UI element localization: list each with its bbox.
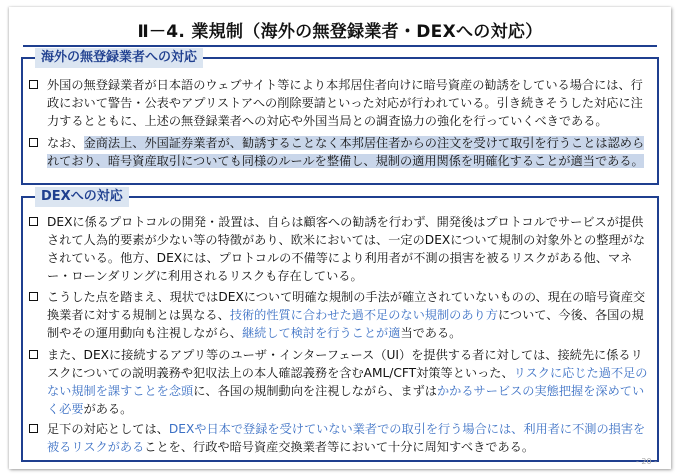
list-item xyxy=(23,288,651,342)
list-item xyxy=(23,76,651,130)
emphasis-text: リスクに応じた過不足のない規制を課すことを念頭 xyxy=(47,366,648,398)
item-text: ことを、行政や暗号資産交換業者等において十分に周知すべき xyxy=(144,440,486,454)
emphasis-text: DEXや日本で登録を受けていない業者での取引を行う場合には、利用者に不測の損害を被るリスクがある xyxy=(47,422,646,454)
highlighted-text: 金商法上、外国証券業者が、勧誘することなく本邦居住者からの注文を受けて取引を行うことは認められており、暗号資産取引についても同様のルールを整備し、規制の適用関係を明確化することが適当である。 xyxy=(47,136,645,168)
item-text-prefix: なお、 xyxy=(47,136,84,150)
item-text: こうした点を踏まえ、現状ではDEXについて明確な規制の手法が確立されていないものの、現在の暗号資産交換業者に対する規制とは異なる、 xyxy=(47,290,646,322)
page-title: Ⅱ－4. 業規制（海外の無登録業者・DEXへの対応） xyxy=(137,22,543,42)
item-text: である。 xyxy=(485,440,535,454)
emphasis-text: かかるサービスの実態把握を深めていく必要 xyxy=(47,384,645,416)
item-text: DEXに係るプロトコルの開発・設置は、自らは顧客への勧誘を行わず、開発後はプロトコルでサービスが提供されて人為的要素が少ない等の特徴があり、欧米においては、一定のDEXについて規制の対象外との整理がなされている。他方、DEXには、プロトコルの不備等により利用者が不測の損害を被るリスクがある他、マネー・ローンダリングに利用されるリスクも存在している。 xyxy=(47,215,646,283)
checkbox-bullet-icon xyxy=(29,350,38,359)
item-text: 足下の対応としては、 xyxy=(47,422,169,436)
section-overseas-unregistered xyxy=(21,50,659,185)
checkbox-bullet-icon xyxy=(29,138,38,147)
page-number: - 20 - xyxy=(635,457,657,466)
item-text: がある。 xyxy=(83,402,133,416)
list-item xyxy=(23,213,651,285)
checkbox-bullet-icon xyxy=(29,217,38,226)
item-text: また、DEXに接続するアプリ等のユーザ・インターフェース（UI）を提供する者に対しては、接続先に係るリスクについての説明義務や犯収法上の本人確認義務を含むAML/CFT対策等といった、 xyxy=(47,348,643,380)
checkbox-bullet-icon xyxy=(29,424,38,433)
slide xyxy=(9,7,671,469)
title-divider xyxy=(23,45,657,47)
emphasis-text: 技術的性質に合わせた過不足のない規制のあり方 xyxy=(229,308,498,322)
checkbox-bullet-icon xyxy=(29,80,38,89)
section-heading: DEXへの対応 xyxy=(35,187,129,207)
item-text: について、今後、各国の規制やその運用動向も注視しながら、 xyxy=(47,308,644,340)
item-text: 当である。 xyxy=(400,326,462,340)
checkbox-bullet-icon xyxy=(29,292,38,301)
section-heading: 海外の無登録業者への対応 xyxy=(35,48,203,68)
list-item xyxy=(23,134,651,170)
list-item xyxy=(23,420,651,456)
list-item xyxy=(23,346,651,418)
item-text: に、各国の規制動向を注視しながら、まずは xyxy=(193,384,437,398)
item-text: 外国の無登録業者が日本語のウェブサイト等により本邦居住者向けに暗号資産の勧誘をしている場合には、行政において警告・公表やアプリストアへの削除要請といった対応が行われている。引き続きそうした対応に注力するとともに、上述の無登録業者への対応や外国当局との調査協力の強化を行っていくべきである。 xyxy=(47,78,643,128)
emphasis-text: 継続して検討を行うことが適 xyxy=(242,326,401,340)
section-dex xyxy=(21,189,659,462)
